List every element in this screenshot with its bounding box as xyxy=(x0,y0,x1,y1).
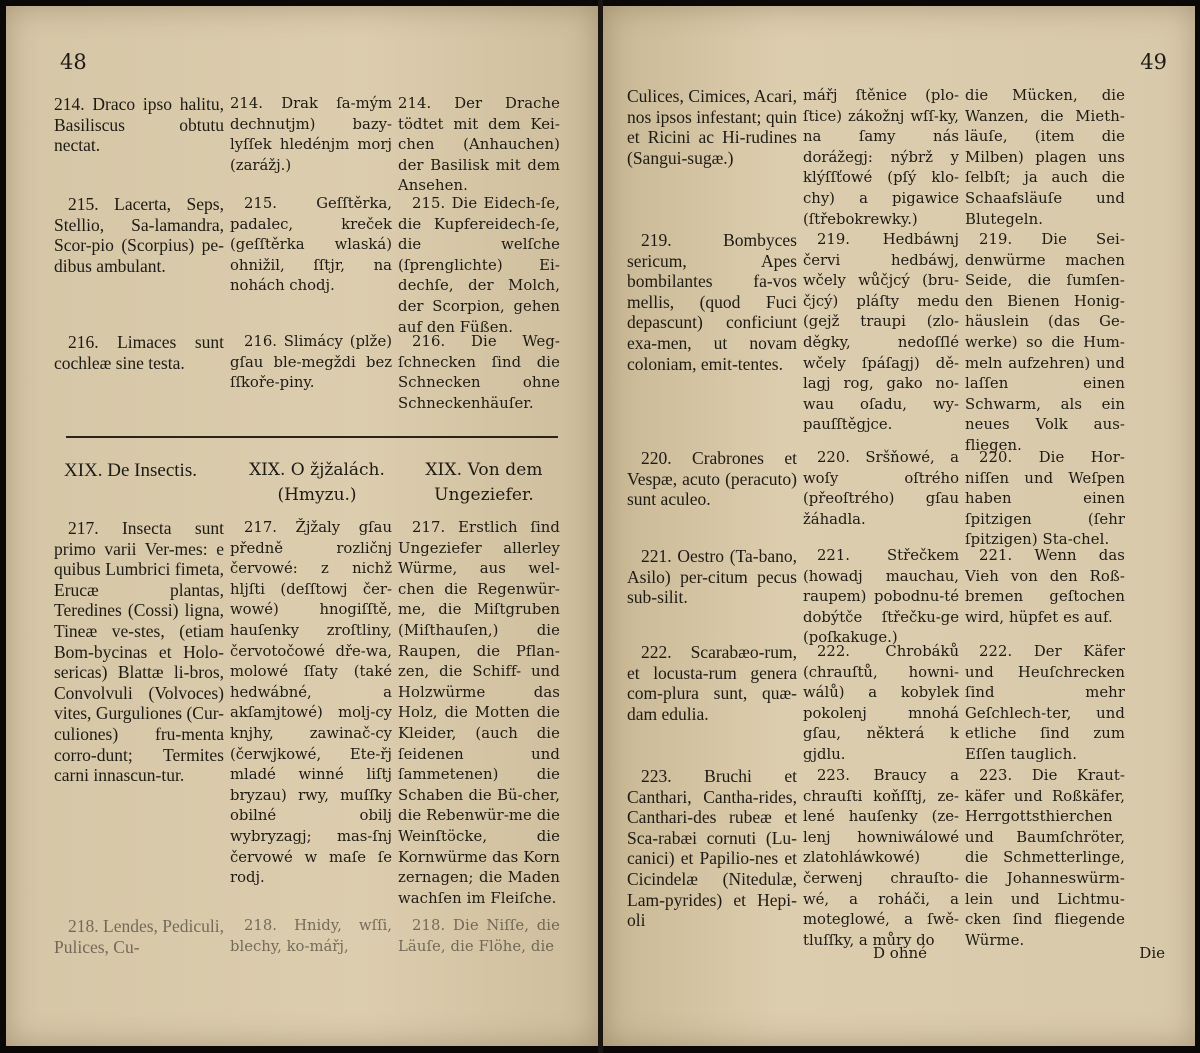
entry-217 xyxy=(54,518,566,909)
czech-text: 223. Braucy a chrauſti koňſſtj, ze-lené hauſenky (ze-lenj howniwálowé zlatohláwkowé) čerwenj chrauſto-wé, a roháči, a moteglowé, a ſwě-tluſſky, a můry do xyxy=(803,767,959,949)
latin-text: 219. Bombyces sericum, Apes bombilantes fa-vos mellis, (quod Fuci depascunt) conficiunt exa-men, ut novam coloniam, emit-tentes. xyxy=(627,230,797,374)
czech-text: 218. Hnidy, wſſi, blechy, ko-mářj, xyxy=(230,917,392,955)
latin-text: 217. Insecta sunt primo varii Ver-mes: e quibus Lumbrici fimeta, Erucæ plantas, Teredines (Cossi) ligna, Tineæ ve-stes, (etiam Bom-bycinas et Holo-sericas) Blattæ li-bros, Convolvuli (Volvoces) vites, Gurguliones (Cur-culiones) fru-menta corro-dunt; Termites carni innascun-tur. xyxy=(54,518,224,786)
latin-text: 215. Lacerta, Seps, Stellio, Sa-lamandra, Scor-pio (Scorpius) pe-dibus ambulant. xyxy=(54,194,224,276)
entry-221 xyxy=(627,546,1131,649)
entry-214 xyxy=(54,94,566,197)
latin-text: 218. Lendes, Pediculi, Pulices, Cu- xyxy=(54,916,225,957)
latin-text: 216. Limaces sunt cochleæ sine testa. xyxy=(54,332,224,373)
german-text: die Mücken, die Wanzen, die Mieth-läuſe, (item die Milben) plagen uns ſelbſt; ja auch die Schaafsläuſe und Blutegeln. xyxy=(965,87,1125,228)
right-page xyxy=(603,6,1195,1046)
section-heading-latin: XIX. De Insectis. xyxy=(64,460,197,481)
entry-218-cont xyxy=(627,86,1131,230)
german-text: 219. Die Sei-denwürme machen Seide, die ſumſen-den Bienen Honig-häuslein (das Ge-werke) so die Hum-meln aufzehren) und laſſen einen Schwarm, als ein neues Volk aus-fliegen. xyxy=(965,231,1125,454)
section-divider xyxy=(66,436,558,438)
german-text: 215. Die Eidech-ſe, die Kupfereidech-ſe, die welſche (ſprenglichte) Ei-dechſe, der Molch, der Scorpion, gehen auf den Füßen. xyxy=(398,195,560,336)
latin-text: Culices, Cimices, Acari, nos ipsos infestant; quin et Ricini ac Hi-rudines (Sangui-sugæ.) xyxy=(627,86,797,168)
czech-text: 221. Střečkem (howadj mauchau, raupem) pobodnu-té dobýtče ſtřečku-ge (poſkakuge.) xyxy=(803,547,959,647)
latin-text: 223. Bruchi et Canthari, Cantha-rides, Canthari-des rubeæ et Sca-rabæi cornuti (Lu-canici) et Papilio-nes et Cicindelæ (Nitedulæ, Lam-pyrides) et Hepi-oli xyxy=(627,766,797,931)
czech-text: 222. Chrobáků (chrauſtů, howni-wálů) a kobylek pokolenj mnohá gſau, některá k gjdlu. xyxy=(803,643,959,763)
latin-text: 220. Crabrones et Vespæ, acuto (peracuto) sunt aculeo. xyxy=(627,448,797,510)
german-text: 222. Der Käfer und Heuſchrecken ſind mehr Geſchlech-ter, und etliche ſind zum Eſſen tauglich. xyxy=(965,643,1125,763)
latin-text: 214. Draco ipso halitu, Basiliscus obtutu nectat. xyxy=(54,94,224,156)
czech-text: 217. Žjžaly gſau předně rozličnj červowé: z nichž hljſti (deſſtowj čer-wowé) hnogiſſtě, hauſenky zroſtliny, červotočowé dře-wa, molowé ſſaty (také hedwábné, a akſamjtowé) molj-cy knjhy, zawinač-cy (čerwjkowé, Ete-řj mladé winné liſtj bryzau) rwy, muſſky obilné obilj wybryzagj; mas-ſnj červowé w maſe ſe rodj. xyxy=(230,519,392,887)
page-number: 49 xyxy=(1140,50,1167,74)
entry-218 xyxy=(54,916,566,957)
entry-222 xyxy=(627,642,1131,766)
latin-text: 222. Scarabæo-rum, et locusta-rum genera com-plura sunt, quæ-dam edulia. xyxy=(627,642,797,724)
catchword-german: Die xyxy=(1139,944,1165,962)
page-number: 48 xyxy=(60,50,87,74)
czech-text: 215. Geſſtěrka, padalec, kreček (geſſtěrka wlaská) ohnižil, ſſtjr, na nohách chodj. xyxy=(230,195,392,295)
czech-text: 220. Sršňowé, a woſy oſtrého (přeoſtrého) gſau žáhadla. xyxy=(803,449,959,528)
czech-text: 219. Hedbáwnj červi hedbáwj, wčely wůčjcý (bru-čjcý) pláſty medu (gejž traupi (zlo-děgky, nedoſſlé wčely ſpáſagj) dě-lagj rog, gako no-wau oſadu, wy-pauſſtěgjce. xyxy=(803,231,959,434)
german-text: 214. Der Drache tödtet mit dem Kei-chen (Anhauchen) der Basilisk mit dem Ansehen. xyxy=(398,95,560,195)
entry-220 xyxy=(627,448,1131,551)
czech-text: mářj ſtěnice (plo-ſtice) zákožnj wſſ-ky, na ſamy nás dorážegj: nýbrž y klýſſťowé (pſý klo-chy) a pigawice (ſtřebokrewky.) xyxy=(803,87,959,228)
entry-223 xyxy=(627,766,1131,951)
czech-text: 214. Drak ſa-mým dechnutjm) bazy-lyſſek hledénjm morj (zarážj.) xyxy=(230,95,392,174)
latin-text: 221. Oestro (Ta-bano, Asilo) per-citum pecus sub-silit. xyxy=(627,546,797,608)
entry-219 xyxy=(627,230,1131,457)
section-heading-german: XIX. Von dem Ungeziefer. xyxy=(425,460,543,505)
section-heading-czech: XIX. O žjžalách. (Hmyzu.) xyxy=(249,460,385,505)
catchword-czech: D ohné xyxy=(873,944,928,962)
german-text: 218. Die Niſſe, die Läuſe, die Flöhe, die xyxy=(398,917,560,955)
german-text: 223. Die Kraut-käfer und Roßkäfer, Herrgottsthierchen und Baumſchröter, die Schmetterlinge, die Johanneswürm-lein und Lichtmu-cken ſind fliegende Würme. xyxy=(965,767,1125,949)
german-text: 217. Erstlich ſind Ungeziefer allerley Würme, aus wel-chen die Regenwür-me, die Miſtgruben (Miſthauſen,) die Raupen, die Pflan-zen, die Schiff- und Holzwürme das Holz, die Motten die Kleider, (auch die ſeidenen und ſammetenen) die Schaben die Bü-cher, die Rebenwür-me die Weinſtöcke, die Kornwürme das Korn zernagen; die Maden wachſen im Fleiſche. xyxy=(398,519,560,907)
entry-216 xyxy=(54,332,566,414)
german-text: 216. Die Weg-ſchnecken ſind die Schnecken ohne Schneckenhäuſer. xyxy=(398,333,560,412)
czech-text: 216. Slimácy (plže) gſau ble-megždi bez ſſkoře-piny. xyxy=(230,333,392,392)
german-text: 220. Die Hor-niſſen und Weſpen haben einen ſpitzigen (ſehr ſpitzigen) Sta-chel. xyxy=(965,449,1125,549)
german-text: 221. Wenn das Vieh von den Roß-bremen geſtochen wird, hüpfet es auf. xyxy=(965,547,1125,626)
left-page xyxy=(6,6,598,1046)
entry-215 xyxy=(54,194,566,338)
